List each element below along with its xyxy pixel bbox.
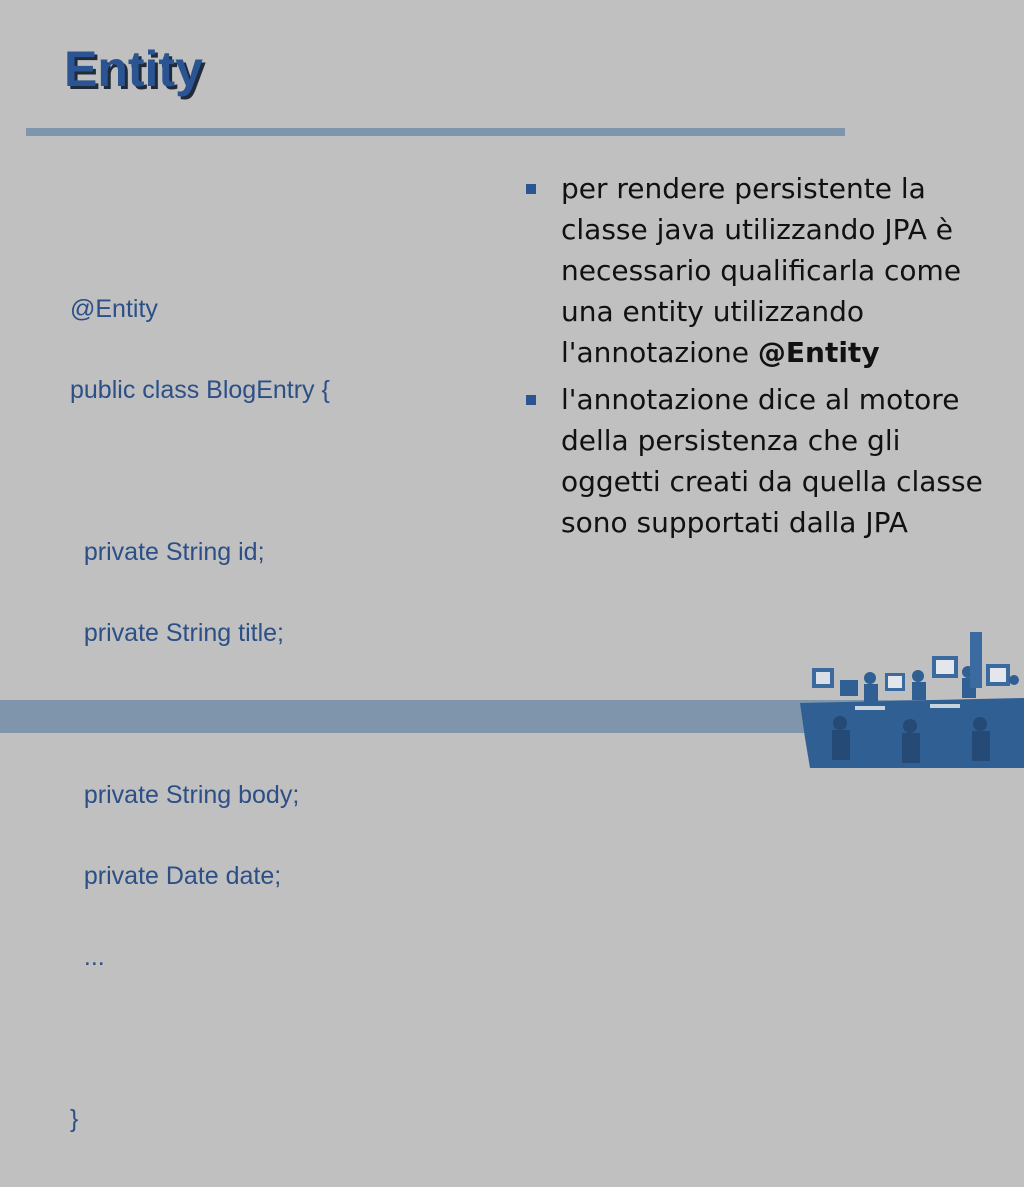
code-line: } [70,1105,79,1133]
code-line [70,1025,490,1052]
code-line: private String id; [70,538,265,566]
code-line: ... [70,943,105,971]
bullet-item [520,379,990,543]
bullet-text: l'annotazione dice al motore della persistenza che gli oggetti creati da quella classe sono supportati dalla JPA [561,383,983,539]
code-line: private String body; [70,781,300,809]
code-line [70,458,490,485]
bullet-text: per rendere persistente la classe java utilizzando JPA è necessario qualificarla come una entity utilizzando l'annotazione [561,172,962,369]
square-bullet-icon [526,184,536,194]
code-line: @Entity [70,295,158,323]
code-line: public class BlogEntry { [70,376,330,404]
title-divider [26,128,845,136]
slide-title: Entity [64,41,203,97]
bullet-list [520,168,990,549]
office-workers-silhouette-icon [800,628,1024,768]
code-line: private String title; [70,619,284,647]
bullet-item [520,168,990,373]
square-bullet-icon [526,395,536,405]
code-line: private Date date; [70,862,282,890]
bullet-bold-text: @Entity [757,336,880,369]
